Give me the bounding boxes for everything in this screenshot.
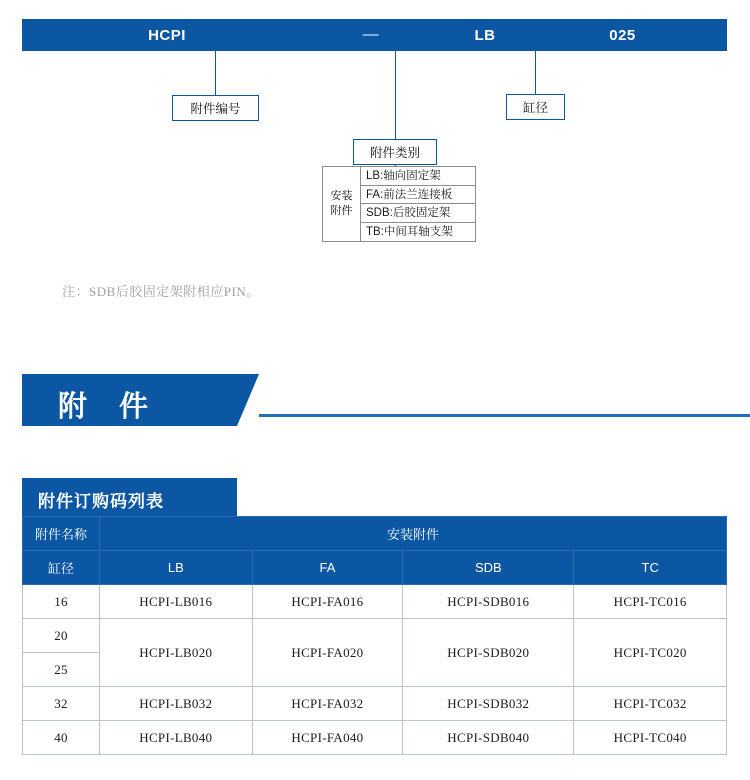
header-col-sdb: SDB (403, 551, 574, 585)
connector-accessory-number (215, 51, 216, 95)
cell-sdb: HCPI-SDB040 (403, 721, 574, 755)
cell-bore: 32 (23, 687, 100, 721)
header-col-tc: TC (574, 551, 727, 585)
accessory-type-table-left-label (323, 167, 361, 241)
cell-lb: HCPI-LB032 (100, 687, 253, 721)
callout-accessory-type-label: 附件类别 (369, 146, 420, 160)
accessory-type-table (322, 166, 476, 242)
cell-sdb: HCPI-SDB020 (403, 619, 574, 687)
model-code-dash: — (362, 26, 380, 43)
note-text: 注：SDB后胶固定架附相应PIN。 (62, 284, 260, 299)
cell-lb: HCPI-LB016 (100, 585, 253, 619)
accessory-type-row: TB:中间耳轴支架 (366, 225, 453, 238)
cell-fa: HCPI-FA032 (252, 687, 403, 721)
model-code-type: LB (474, 26, 496, 44)
model-code-bore: 025 (609, 26, 636, 44)
cell-tc: HCPI-TC032 (574, 687, 727, 721)
callout-accessory-type (353, 139, 437, 165)
model-code-bar (22, 19, 727, 51)
cell-fa: HCPI-FA016 (252, 585, 403, 619)
section-banner-arrow (237, 374, 259, 426)
order-table-title: 附件订购码列表 (38, 492, 164, 511)
header-accessory-name: 附件名称 (23, 517, 100, 551)
connector-accessory-type (395, 51, 396, 139)
accessory-type-row: SDB:后胶固定架 (361, 204, 475, 223)
cell-tc: HCPI-TC016 (574, 585, 727, 619)
table-row (23, 585, 727, 619)
accessory-type-row: FA:前法兰连接板 (361, 186, 475, 205)
cell-fa: HCPI-FA020 (252, 619, 403, 687)
cell-bore: 20 (23, 619, 100, 653)
section-banner-rule (259, 414, 750, 417)
cell-lb: HCPI-LB020 (100, 619, 253, 687)
section-banner-title: 附 件 (58, 391, 161, 423)
table-row (23, 687, 727, 721)
header-col-lb: LB (100, 551, 253, 585)
callout-bore (506, 94, 565, 120)
cell-lb: HCPI-LB040 (100, 721, 253, 755)
section-banner (22, 374, 750, 426)
cell-bore: 40 (23, 721, 100, 755)
header-bore: 缸径 (23, 551, 100, 585)
cell-tc: HCPI-TC020 (574, 619, 727, 687)
accessory-type-row: LB:轴向固定架 (361, 167, 475, 186)
accessory-type-table-left-line1: 安装 附件 (330, 190, 353, 217)
table-row (23, 619, 727, 653)
cell-bore: 25 (23, 653, 100, 687)
callout-accessory-number (172, 95, 259, 121)
table-header-row (23, 517, 727, 551)
callout-accessory-number-label: 附件编号 (190, 102, 241, 116)
cell-bore: 16 (23, 585, 100, 619)
callout-bore-label: 缸径 (522, 101, 548, 115)
cell-sdb: HCPI-SDB032 (403, 687, 574, 721)
connector-bore (535, 51, 536, 94)
cell-tc: HCPI-TC040 (574, 721, 727, 755)
table-row (23, 721, 727, 755)
accessory-type-table-rows (361, 167, 475, 241)
cell-sdb: HCPI-SDB016 (403, 585, 574, 619)
table-subheader-row (23, 551, 727, 585)
header-col-fa: FA (252, 551, 403, 585)
header-mounting-accessory: 安装附件 (100, 517, 727, 551)
model-code-series: HCPI (148, 26, 186, 44)
cell-fa: HCPI-FA040 (252, 721, 403, 755)
order-code-table (22, 516, 727, 755)
